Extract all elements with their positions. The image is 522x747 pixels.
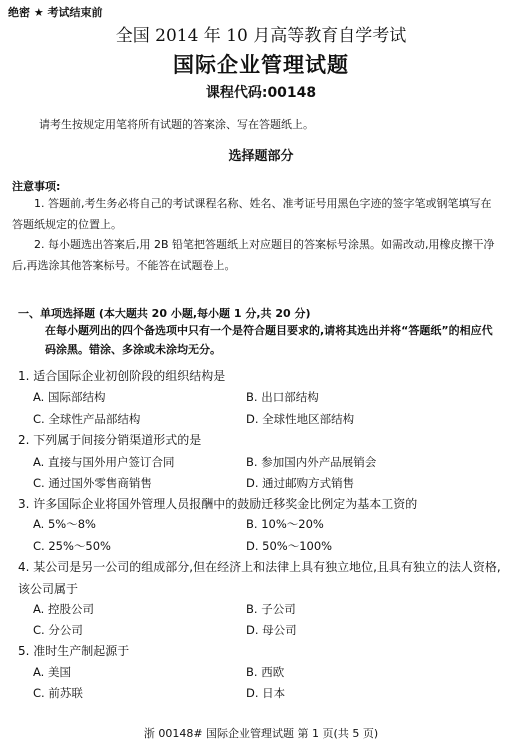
option-a: A. 5%～8%: [33, 517, 96, 531]
section-title: 选择题部分: [228, 149, 294, 164]
part-heading: 一、单项选择题 (本大题共 20 小题,每小题 1 分,共 20 分): [18, 307, 311, 320]
option-c: C. 分公司: [33, 623, 83, 637]
option-b: B. 出口部结构: [246, 390, 319, 404]
question-stem: 3. 许多国际企业将国外管理人员报酬中的鼓励迁移奖金比例定为基本工资的: [18, 497, 418, 511]
notes-heading: 注意事项:: [12, 180, 61, 193]
option-c: C. 全球性产品部结构: [33, 412, 141, 426]
answer-instruction: 请考生按规定用笔将所有试题的答案涂、写在答题纸上。: [39, 118, 314, 131]
option-d: D. 通过邮购方式销售: [246, 476, 355, 490]
option-a: A. 控股公司: [33, 602, 94, 616]
option-d: D. 全球性地区部结构: [246, 412, 355, 426]
option-a: A. 国际部结构: [33, 390, 106, 404]
option-b: B. 西欧: [246, 665, 285, 679]
note-item: 2. 每小题选出答案后,用 2B 铅笔把答题纸上对应题目的答案标号涂黑。如需改动,用橡皮擦干净后,再选涂其他答案标号。不能答在试题卷上。: [12, 238, 495, 272]
exam-title: 全国 2014 年 10 月高等教育自学考试: [115, 26, 407, 46]
option-c: C. 通过国外零售商销售: [33, 476, 152, 490]
option-b: B. 10%～20%: [246, 517, 324, 531]
question-stem: 1. 适合国际企业初创阶段的组织结构是: [18, 369, 226, 383]
question-stem: 2. 下列属于间接分销渠道形式的是: [18, 433, 202, 447]
course-code: 课程代码:00148: [205, 85, 317, 101]
option-d: D. 50%～100%: [246, 539, 333, 553]
question-stem: 4. 某公司是另一公司的组成部分,但在经济上和法律上具有独立地位,且具有独立的法人资格,该公司属于: [18, 560, 501, 596]
part-description: 在每小题列出的四个备选项中只有一个是符合题目要求的,请将其选出并将“答题纸”的相应代码涂黑。错涂、多涂或未涂均无分。: [45, 324, 493, 356]
confidential-label: 绝密 ★ 考试结束前: [8, 6, 103, 19]
option-d: D. 日本: [246, 686, 286, 700]
option-c: C. 25%～50%: [33, 539, 111, 553]
option-c: C. 前苏联: [33, 686, 83, 700]
paper-title: 国际企业管理试题: [173, 53, 349, 77]
option-a: A. 美国: [33, 665, 71, 679]
page-footer: 浙 00148# 国际企业管理试题 第 1 页(共 5 页): [143, 727, 379, 740]
option-b: B. 参加国内外产品展销会: [246, 455, 377, 469]
note-item: 1. 答题前,考生务必将自己的考试课程名称、姓名、准考证号用黑色字迹的签字笔或钢笔填写在答题纸规定的位置上。: [12, 197, 492, 231]
option-d: D. 母公司: [246, 623, 297, 637]
question-stem: 5. 准时生产制起源于: [18, 644, 130, 658]
option-a: A. 直接与国外用户签订合同: [33, 455, 175, 469]
option-b: B. 子公司: [246, 602, 296, 616]
